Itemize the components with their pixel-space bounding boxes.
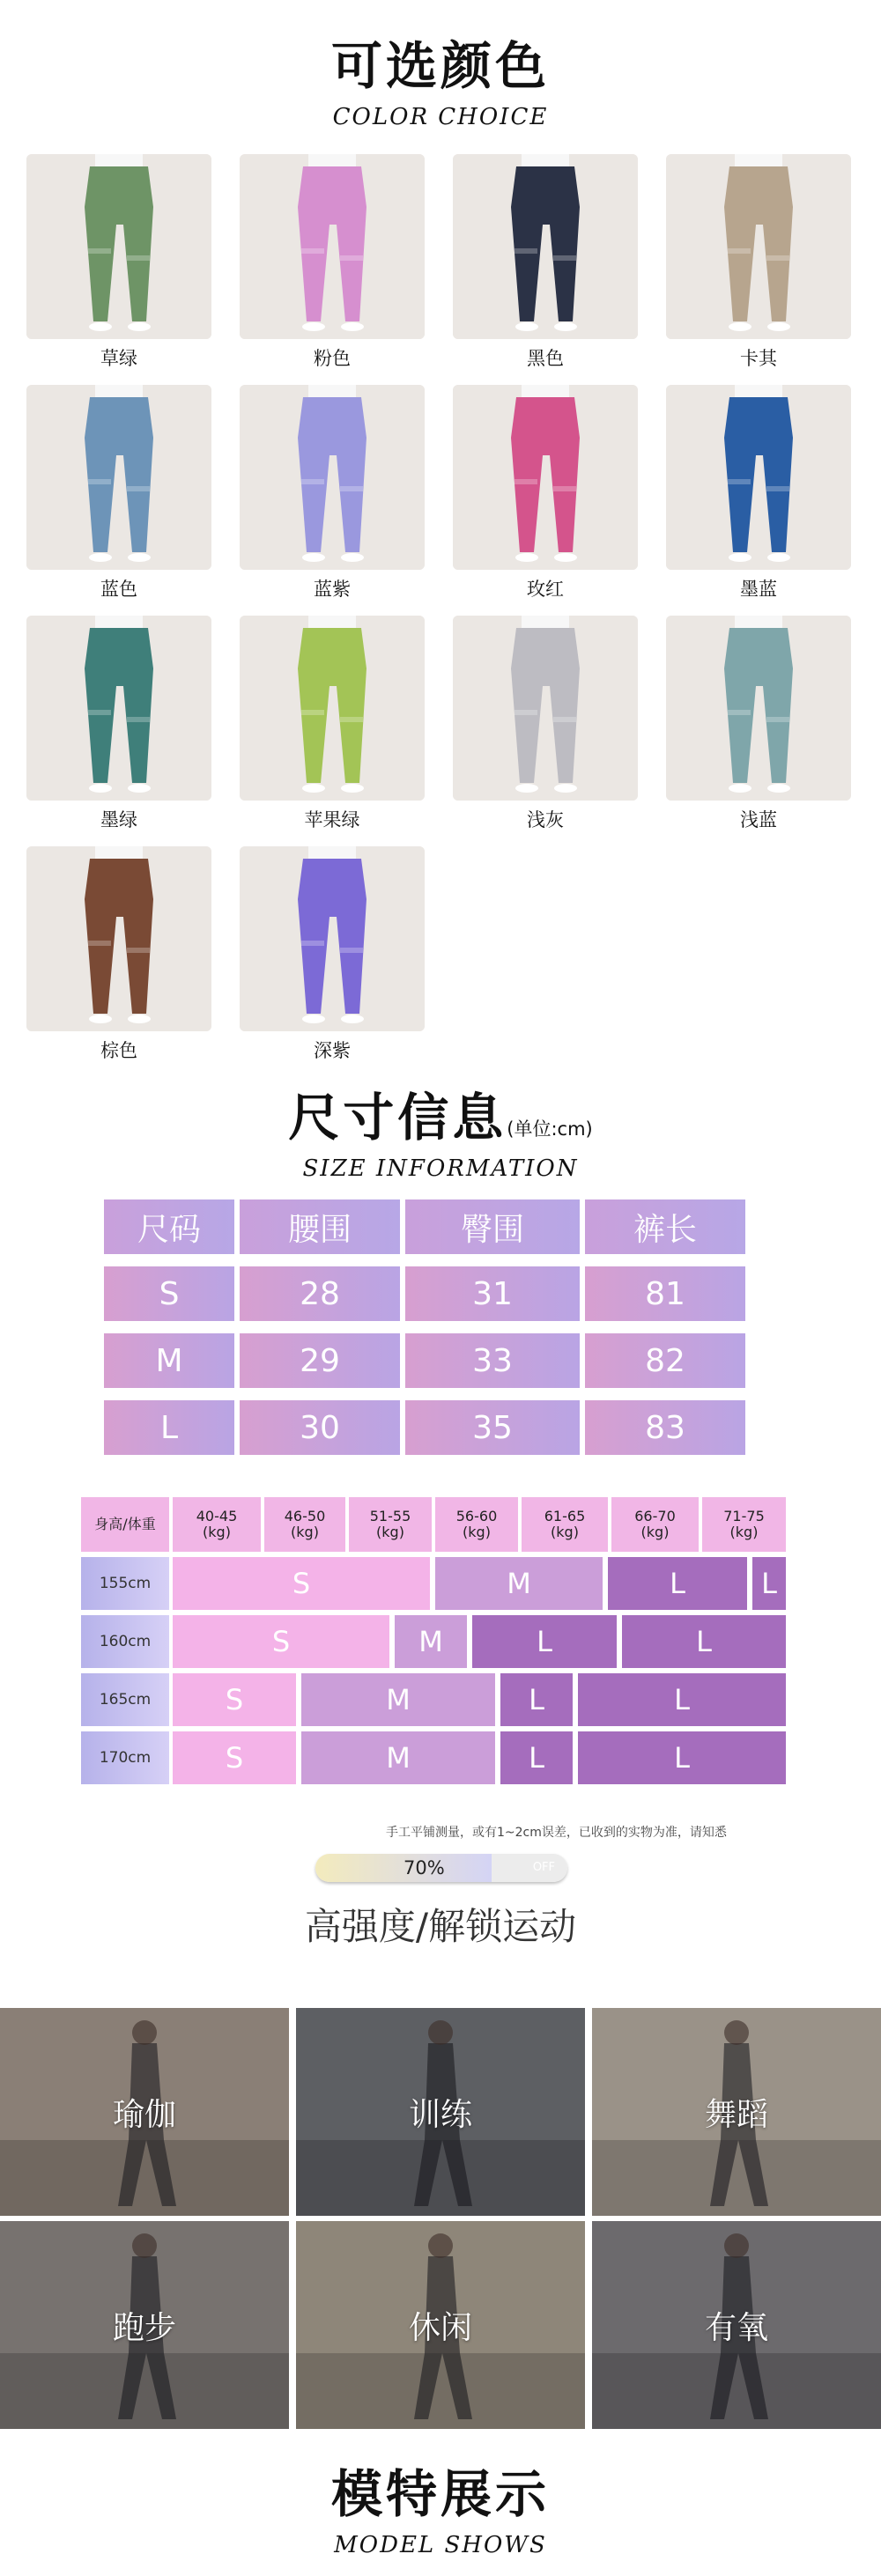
weight-header-cell: [264, 1497, 345, 1552]
fit-size-cell: M: [301, 1731, 495, 1784]
leggings-image: [26, 616, 211, 801]
color-label: 棕色: [100, 1040, 137, 1061]
color-label: 深紫: [314, 1040, 351, 1061]
weight-header-cell: [349, 1497, 432, 1552]
size-cell: 35: [405, 1400, 580, 1455]
size-cell: 33: [405, 1333, 580, 1388]
size-table-row: [104, 1400, 752, 1455]
leggings-photo: [26, 846, 211, 1031]
color-swatch[interactable]: [453, 385, 638, 602]
size-cell: 31: [405, 1266, 580, 1321]
activity-tile: [592, 2221, 881, 2429]
activity-label: 瑜伽: [112, 2096, 176, 2133]
fit-size-cell: L: [500, 1673, 573, 1726]
color-label: 黑色: [527, 348, 564, 369]
size-cell: 82: [585, 1333, 745, 1388]
activity-tile: [296, 2221, 585, 2429]
color-swatch[interactable]: [26, 385, 211, 602]
color-label: 浅灰: [527, 809, 564, 830]
color-swatch[interactable]: [453, 154, 638, 371]
weight-header-cell: [435, 1497, 518, 1552]
fit-size-cell: S: [173, 1615, 389, 1668]
weight-unit: (kg): [640, 1524, 670, 1540]
leggings-photo: [26, 616, 211, 801]
color-swatch[interactable]: [26, 154, 211, 371]
leggings-photo: [453, 616, 638, 801]
leggings-photo: [453, 385, 638, 570]
size-title-cn: 尺寸信息: [288, 1088, 507, 1148]
height-row-header: 165cm: [81, 1673, 169, 1726]
size-cell: 30: [240, 1400, 400, 1455]
activity-label: 跑步: [112, 2309, 176, 2346]
color-swatch[interactable]: [26, 846, 211, 1063]
size-table-row: [104, 1333, 752, 1388]
weight-range: 61-65: [544, 1507, 586, 1524]
weight-range: 71-75: [723, 1507, 765, 1524]
color-label: 玫红: [527, 579, 564, 600]
color-label: 浅蓝: [740, 809, 777, 830]
color-title-cn: 可选颜色: [330, 36, 550, 96]
size-table-header: [104, 1199, 752, 1254]
activity-label: 有氧: [704, 2309, 768, 2346]
size-cell: 81: [585, 1266, 745, 1321]
color-label: 卡其: [740, 348, 777, 369]
activity-tile: [592, 2008, 881, 2216]
leggings-image: [26, 385, 211, 570]
leggings-photo: [453, 154, 638, 339]
leggings-image: [26, 846, 211, 1031]
fit-size-cell: L: [472, 1615, 617, 1668]
color-swatch[interactable]: [666, 616, 851, 832]
stretch-bar: [315, 1854, 567, 1882]
size-cell: S: [104, 1266, 234, 1321]
leggings-image: [453, 385, 638, 570]
leggings-image: [666, 616, 851, 801]
weight-range: 46-50: [284, 1507, 326, 1524]
fit-size-cell: L: [752, 1557, 786, 1610]
leggings-image: [240, 385, 425, 570]
activity-tile: [296, 2008, 585, 2216]
weight-unit: (kg): [203, 1524, 231, 1540]
leggings-photo: [666, 385, 851, 570]
size-header-cell: 腰围: [240, 1199, 400, 1254]
activities-grid: [0, 2008, 881, 2431]
leggings-photo: [666, 616, 851, 801]
size-unit: (单位:cm): [507, 1118, 593, 1140]
size-header-cell: 臀围: [405, 1199, 580, 1254]
weight-unit: (kg): [291, 1524, 319, 1540]
size-title-en: SIZE INFORMATION: [302, 1155, 579, 1182]
weight-unit: (kg): [551, 1524, 579, 1540]
weight-range: 51-55: [369, 1507, 411, 1524]
size-cell: L: [104, 1400, 234, 1455]
size-header-cell: 裤长: [585, 1199, 745, 1254]
color-swatch[interactable]: [26, 616, 211, 832]
size-table-row: [104, 1266, 752, 1321]
height-row-header: 170cm: [81, 1731, 169, 1784]
height-row-header: 155cm: [81, 1557, 169, 1610]
color-swatch[interactable]: [453, 616, 638, 832]
fit-size-cell: L: [578, 1731, 786, 1784]
color-label: 粉色: [314, 348, 351, 369]
model-title-cn: 模特展示: [330, 2464, 550, 2524]
leggings-image: [453, 616, 638, 801]
leggings-photo: [240, 154, 425, 339]
color-label: 墨蓝: [740, 579, 777, 600]
size-header-cell: 尺码: [104, 1199, 234, 1254]
size-cell: 29: [240, 1333, 400, 1388]
weight-range: 40-45: [196, 1507, 238, 1524]
activity-label: 休闲: [408, 2309, 472, 2346]
fit-size-cell: L: [622, 1615, 786, 1668]
activity-tile: [0, 2008, 289, 2216]
color-swatch[interactable]: [240, 154, 425, 371]
fit-size-cell: S: [173, 1557, 430, 1610]
fit-size-cell: M: [435, 1557, 603, 1610]
measure-note: 手工平铺测量，或有1~2cm误差，已收到的实物为准，请知悉: [386, 1826, 727, 1840]
fit-size-cell: M: [301, 1673, 495, 1726]
fit-size-cell: S: [173, 1731, 296, 1784]
color-title-en: COLOR CHOICE: [332, 104, 549, 130]
weight-header-cell: [522, 1497, 608, 1552]
activity-label: 训练: [408, 2096, 472, 2133]
leggings-image: [240, 846, 425, 1031]
size-cell: M: [104, 1333, 234, 1388]
model-title-en: MODEL SHOWS: [334, 2532, 547, 2558]
color-swatch[interactable]: [666, 154, 851, 371]
fit-size-cell: L: [500, 1731, 573, 1784]
activity-label: 舞蹈: [704, 2096, 768, 2133]
leggings-photo: [26, 154, 211, 339]
weight-unit: (kg): [376, 1524, 404, 1540]
color-swatch[interactable]: [240, 616, 425, 832]
size-cell: 83: [585, 1400, 745, 1455]
weight-header-cell: [611, 1497, 699, 1552]
weight-unit: (kg): [463, 1524, 491, 1540]
leggings-photo: [240, 846, 425, 1031]
stretch-off-label: OFF: [532, 1861, 555, 1874]
size-cell: 28: [240, 1266, 400, 1321]
fit-size-cell: S: [173, 1673, 296, 1726]
color-swatch[interactable]: [666, 385, 851, 602]
activity-tile: [0, 2221, 289, 2429]
leggings-image: [240, 616, 425, 801]
stretch-caption: 高强度/解锁运动: [304, 1905, 577, 1948]
fit-size-cell: M: [395, 1615, 467, 1668]
weight-header-cell: [173, 1497, 261, 1552]
leggings-image: [666, 385, 851, 570]
leggings-photo: [26, 385, 211, 570]
fit-corner-cell: 身高/体重: [81, 1497, 169, 1552]
leggings-image: [666, 154, 851, 339]
color-swatch[interactable]: [240, 846, 425, 1063]
color-section-header: [0, 25, 881, 130]
weight-range: 56-60: [455, 1507, 498, 1524]
leggings-photo: [240, 385, 425, 570]
leggings-image: [240, 154, 425, 339]
color-label: 蓝色: [100, 579, 137, 600]
color-label: 草绿: [100, 348, 137, 369]
weight-range: 66-70: [634, 1507, 676, 1524]
leggings-image: [453, 154, 638, 339]
fit-size-cell: L: [578, 1673, 786, 1726]
leggings-photo: [240, 616, 425, 801]
size-section-header: [0, 1076, 881, 1182]
stretch-value: 70%: [403, 1857, 445, 1878]
leggings-photo: [666, 154, 851, 339]
weight-unit: (kg): [729, 1524, 759, 1540]
color-label: 苹果绿: [304, 809, 360, 830]
color-label: 蓝紫: [314, 579, 351, 600]
weight-header-cell: [702, 1497, 786, 1552]
leggings-image: [26, 154, 211, 339]
height-row-header: 160cm: [81, 1615, 169, 1668]
fit-size-cell: L: [608, 1557, 747, 1610]
model-section-header: [0, 2453, 881, 2558]
color-swatch[interactable]: [240, 385, 425, 602]
color-label: 墨绿: [100, 809, 137, 830]
